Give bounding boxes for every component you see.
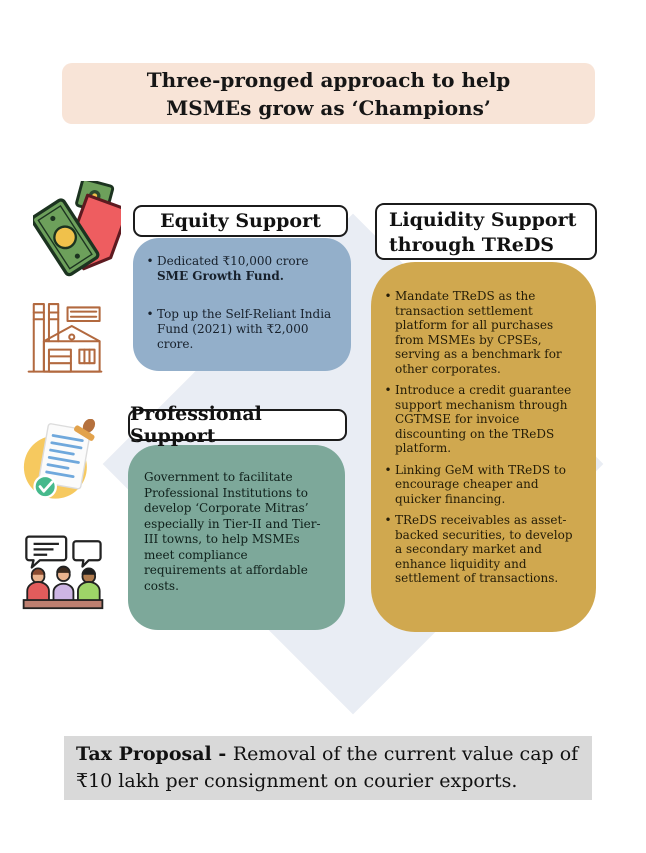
factory-icon: [24, 299, 106, 375]
professional-support-box: [128, 445, 345, 630]
meeting-table: [24, 600, 103, 608]
page-title-line-1: Three-pronged approach to help: [146, 67, 511, 92]
bullet-text: Linking GeM with TReDS to encourage cheaper and quicker financing.: [395, 462, 566, 506]
bullet-item: [381, 513, 582, 586]
bullet-text-bold: SME Growth Fund.: [157, 269, 284, 283]
bullet-dot: [143, 307, 157, 352]
liquidity-support-box: [371, 262, 596, 632]
bullet-text: TReDS receivables as asset-backed securities, to develop a secondary market and enhance liquidity and settlement of transactions.: [395, 513, 573, 585]
tax-proposal-label: Tax Proposal -: [76, 743, 233, 765]
professional-support-header: [128, 403, 347, 447]
tax-proposal-text: Removal of the current value cap of ₹10 lakh per consignment on courier exports.: [76, 743, 579, 792]
bullet-item: [381, 463, 582, 507]
bullet-dot: [143, 254, 157, 284]
liquidity-support-header: [375, 203, 597, 260]
bullet-text: [157, 307, 337, 352]
meeting-discussion-icon: [17, 524, 109, 610]
equity-support-header: [133, 205, 348, 237]
equity-support-header-label: Equity Support: [160, 210, 321, 232]
professional-support-body: Government to facilitate Professional Institutions to develop ‘Corporate Mitras’ especially in Tier-II and Tier-III towns, to help MSMEs meet compliance requirements at affordable costs.: [144, 470, 321, 593]
bullet-dot: [381, 383, 395, 456]
bullet-text: [157, 254, 337, 284]
check-badge: [35, 476, 56, 497]
professional-support-header-label: Professional Support: [130, 403, 262, 447]
tax-proposal-banner: [64, 736, 592, 800]
bullet-item: [381, 383, 582, 456]
bullet-text: Introduce a credit guarantee support mechanism through CGTMSE for invoice discounting on the TReDS platform.: [395, 383, 572, 455]
speech-bubbles: [26, 537, 100, 568]
bullet-dot: [381, 289, 395, 376]
bullet-text-normal: Dedicated ₹10,000 crore: [157, 254, 309, 268]
page-title-line-2: MSMEs grow as ‘Champions’: [166, 95, 491, 120]
bullet-item: [143, 254, 337, 284]
bullet-item: [143, 307, 337, 352]
equity-support-box: [133, 238, 351, 371]
bullet-dot: [381, 463, 395, 507]
bullet-text-normal: Top up the Self-Reliant India Fund (2021) with ₹2,000 crore.: [157, 307, 332, 351]
bullet-dot: [381, 513, 395, 586]
people: [27, 567, 99, 602]
cash-envelope-icon: [33, 181, 121, 281]
bullet-text: Mandate TReDS as the transaction settlement platform for all purchases from MSMEs by CPSEs, serving as a benchmark for other corporates.: [395, 289, 562, 376]
stamped-document-icon: [16, 419, 104, 507]
liquidity-header-line-1: Liquidity Support: [389, 209, 577, 231]
liquidity-header-line-2: through TReDS: [389, 234, 555, 256]
bullet-item: [381, 289, 582, 376]
page-title-banner: [62, 63, 595, 124]
